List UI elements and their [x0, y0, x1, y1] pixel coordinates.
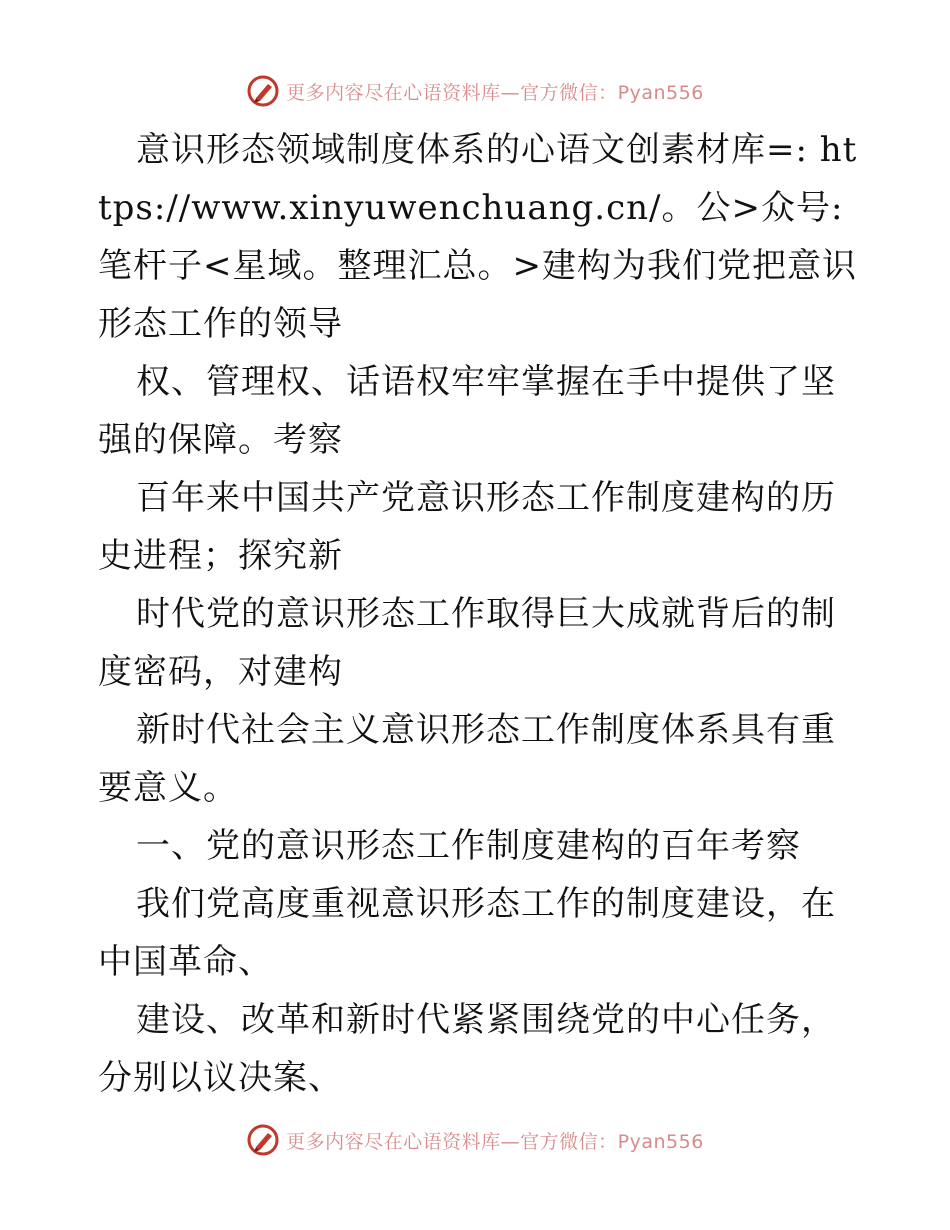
- header-banner-text: 更多内容尽在心语资料库—官方微信：Pyan556: [286, 81, 704, 104]
- footer-banner-text: 更多内容尽在心语资料库—官方微信：Pyan556: [286, 1130, 704, 1153]
- footer-banner: [0, 1120, 950, 1160]
- pen-logo-icon: [246, 74, 280, 108]
- paragraph-1: 意识形态领域制度体系的心语文创素材库=: https://www.xinyuwenchuang.cn/。公>众号: 笔杆子<星域。整理汇总。>建构为我们党把意识形态工作的领导: [98, 130, 858, 344]
- document-body: [98, 121, 858, 1107]
- paragraph-5: 新时代社会主义意识形态工作制度体系具有重要意义。: [98, 710, 836, 808]
- paragraph-4: 时代党的意识形态工作取得巨大成就背后的制度密码，对建构: [98, 594, 836, 692]
- pen-logo-icon: [246, 1123, 280, 1157]
- paragraph-2: 权、管理权、话语权牢牢掌握在手中提供了坚强的保障。考察: [98, 362, 836, 460]
- paragraph-6: 我们党高度重视意识形态工作的制度建设，在中国革命、: [98, 884, 836, 982]
- paragraph-3: 百年来中国共产党意识形态工作制度建构的历史进程；探究新: [98, 478, 836, 576]
- paragraph-7: 建设、改革和新时代紧紧围绕党的中心任务，分别以议决案、: [98, 1000, 836, 1098]
- header-banner: [0, 71, 950, 111]
- section-heading: 一、党的意识形态工作制度建构的百年考察: [136, 826, 801, 866]
